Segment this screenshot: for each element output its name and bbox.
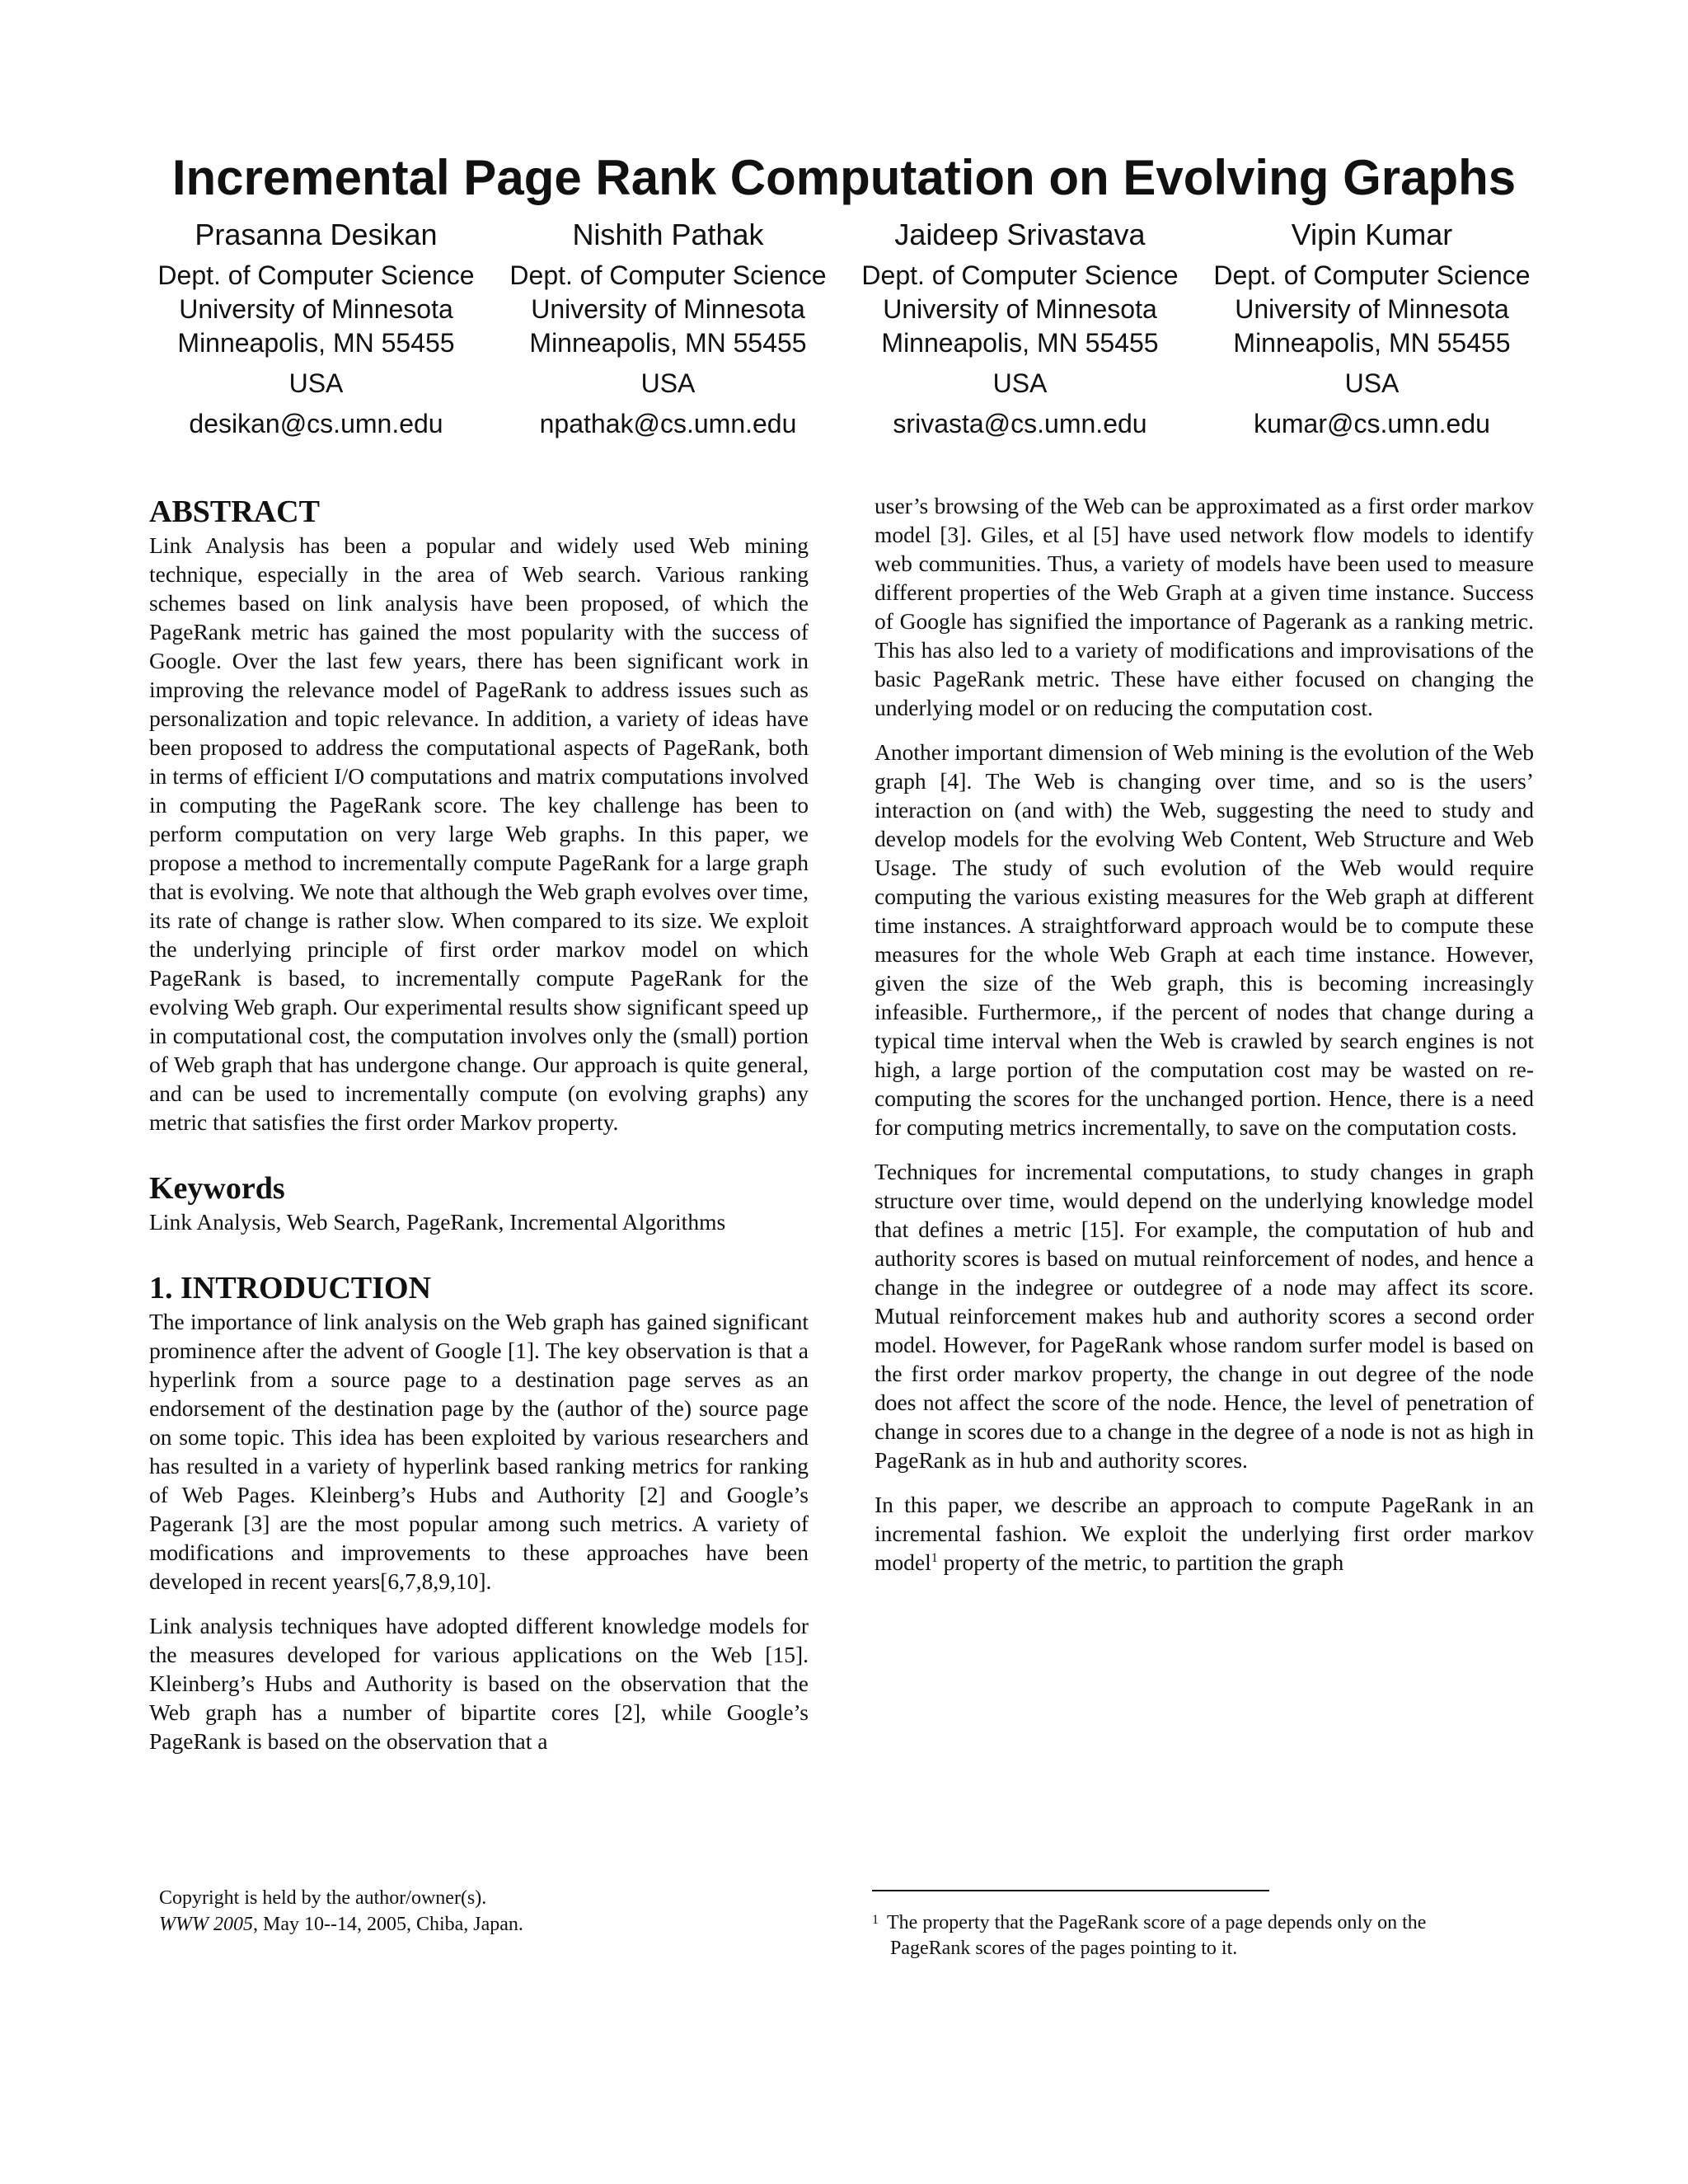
abstract-text: Link Analysis has been a popular and widely used Web mining technique, especially in the area of Web search. Various ranking schemes based on link analysis have been proposed, of which the PageRank metric has gained the most popularity with the success of Google. Over the last few years, there has been significant work in improving the relevance model of PageRank to address issues such as personalization and topic relevance. In addition, a variety of ideas have been proposed to address the computational aspects of PageRank, both in terms of efficient I/O computations and matrix computations involved in computing the PageRank score. The key challenge has been to perform computation on very large Web graphs. In this paper, we propose a method to incrementally compute PageRank for a large graph that is evolving. We note that although the Web graph evolves over time, its rate of change is rather slow. When compared to its size. We exploit the underlying principle of first order markov model on which PageRank is based, to incrementally compute PageRank for the evolving Web graph. Our experimental results show significant speed up in computational cost, the computation involves only the (small) portion of Web graph that has undergone change. Our approach is quite general, and can be used to incrementally compute (on evolving graphs) any metric that satisfies the first order Markov property. [149, 532, 809, 1135]
author-city: Minneapolis, MN 55455 [177, 328, 455, 358]
keywords-text: Link Analysis, Web Search, PageRank, Incremental Algorithms [149, 1209, 726, 1235]
paragraph-text-after-footnote: property of the metric, to partition the graph [937, 1549, 1344, 1575]
right-column [874, 491, 1534, 1577]
author-university: University of Minnesota [883, 294, 1157, 324]
body-paragraph-4 [874, 1490, 1534, 1577]
author-city: Minneapolis, MN 55455 [881, 328, 1159, 358]
venue-details: , May 10--14, 2005, Chiba, Japan. [252, 1914, 523, 1935]
author-email: desikan@cs.umn.edu [189, 409, 443, 438]
author-name: Vipin Kumar [1291, 218, 1453, 251]
footnote [872, 1910, 1531, 1961]
footnote-reference: 1 [931, 1550, 938, 1565]
venue-line [159, 1911, 523, 1938]
author-country: USA [640, 368, 696, 398]
author-name: Nishith Pathak [572, 218, 764, 251]
author-4 [1196, 216, 1548, 441]
intro-paragraph-1: The importance of link analysis on the Web graph has gained significant prominence after the advent of Google [1]. The key observation is that a hyperlink from a source page to a destination page serves as an endorsement of the destination page by the (author of the) source page on some topic. This idea has been exploited by various researchers and has resulted in a variety of hyperlink based ranking metrics for ranking of Web Pages. Kleinberg’s Hubs and Authority [2] and Google’s Pagerank [3] are the most popular among such metrics. A variety of modifications and improvements to these approaches have been developed in recent years[6,7,8,9,10]. [149, 1309, 809, 1594]
author-name: Jaideep Srivastava [894, 218, 1146, 251]
author-email: npathak@cs.umn.edu [539, 409, 797, 438]
copyright-notice [159, 1885, 523, 1938]
intro-paragraph-2: Link analysis techniques have adopted different knowledge models for the measures developed for various applications on the Web [15]. Kleinberg’s Hubs and Authority is based on the observation that the Web graph has a number of bipartite cores [2], while Google’s PageRank is based on the observation that a [149, 1613, 809, 1754]
author-email: srivasta@cs.umn.edu [893, 409, 1147, 438]
introduction-heading: 1. INTRODUCTION [149, 1271, 432, 1305]
author-city: Minneapolis, MN 55455 [1233, 328, 1511, 358]
author-3 [844, 216, 1196, 441]
body-paragraph-2: Another important dimension of Web mining is the evolution of the Web graph [4]. The Web is changing over time, and so is the users’ interaction on (and with) the Web, suggesting the need to study and develop models for the evolving Web Content, Web Structure and Web Usage. The study of such evolution of the Web would require computing the various existing measures for the Web graph at different time instances. A straightforward approach would be to compute these measures for the whole Web Graph at each time instance. However, given the size of the Web graph, this is becoming increasingly infeasible. Furthermore,, if the percent of nodes that change during a typical time interval when the Web is crawled by search engines is not high, a large portion of the computation cost may be wasted on re-computing the scores for the unchanged portion. Hence, there is a need for computing metrics incrementally, to save on the computation costs. [874, 739, 1534, 1140]
author-university: University of Minnesota [179, 294, 453, 324]
body-paragraph-1: user’s browsing of the Web can be approximated as a first order markov model [3]. Giles, et al [5] have used network flow models to identify web communities. Thus, a variety of models have been used to measure different properties of the Web Graph at a given time instance. Success of Google has signified the importance of Pagerank as a ranking metric. This has also led to a variety of modifications and improvisations of the basic PageRank metric. These have either focused on changing the underlying model or on reducing the computation cost. [874, 493, 1534, 720]
author-2 [492, 216, 844, 441]
footnote-separator [872, 1890, 1269, 1891]
author-country: USA [288, 368, 344, 398]
keywords-heading: Keywords [149, 1171, 285, 1206]
author-university: University of Minnesota [531, 294, 805, 324]
footnote-line-1: The property that the PageRank score of a page depends only on the [887, 1912, 1427, 1933]
author-dept: Dept. of Computer Science [157, 260, 475, 290]
author-dept: Dept. of Computer Science [861, 260, 1179, 290]
author-name: Prasanna Desikan [195, 218, 438, 251]
author-dept: Dept. of Computer Science [1213, 260, 1531, 290]
author-city: Minneapolis, MN 55455 [529, 328, 807, 358]
author-email: kumar@cs.umn.edu [1254, 409, 1490, 438]
footnote-line-2: PageRank scores of the pages pointing to it. [890, 1938, 1238, 1959]
venue-name: WWW 2005 [159, 1914, 253, 1935]
paper-title: Incremental Page Rank Computation on Evolving Graphs [171, 150, 1517, 205]
author-1 [140, 216, 492, 441]
abstract-heading: ABSTRACT [149, 494, 320, 529]
copyright-line: Copyright is held by the author/owner(s). [159, 1887, 487, 1909]
author-country: USA [992, 368, 1048, 398]
paragraph-text-before-footnote: In this paper, we describe an approach to compute PageRank in an incremental fashion. We exploit the underlying first order markov model [874, 1492, 1534, 1575]
author-country: USA [1344, 368, 1400, 398]
body-paragraph-3: Techniques for incremental computations, to study changes in graph structure over time, would depend on the underlying knowledge model that defines a metric [15]. For example, the computation of hub and authority scores is based on mutual reinforcement of nodes, and hence a change in the indegree or outdegree of a node may affect its score. Mutual reinforcement makes hub and authority scores a second order model. However, for PageRank whose random surfer model is based on the first order markov property, the change in out degree of the node does not affect the score of the node. Hence, the level of penetration of change in scores due to a change in the degree of a node is not as high in PageRank as in hub and authority scores. [874, 1159, 1534, 1473]
footnote-number: 1 [872, 1913, 879, 1927]
author-dept: Dept. of Computer Science [509, 260, 827, 290]
author-block [140, 216, 1548, 441]
author-university: University of Minnesota [1235, 294, 1509, 324]
left-column [149, 493, 809, 1755]
